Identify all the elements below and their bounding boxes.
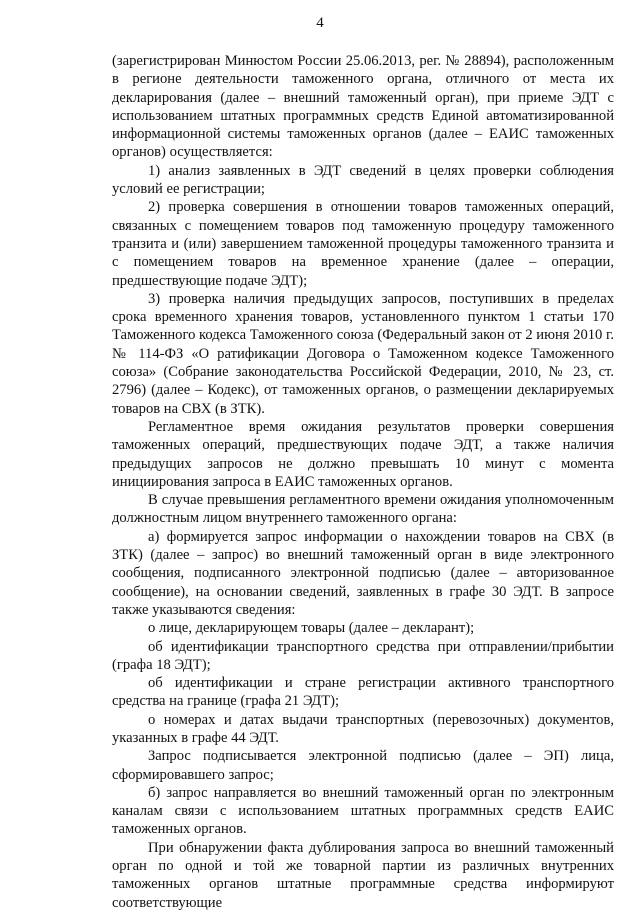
- paragraph: При обнаружении факта дублирования запроса во внешний таможенный орган по одной и той же товарной партии из различных внутренних таможенных органов штатные программные средства информируют соответствующие: [112, 839, 614, 911]
- paragraph: о номерах и датах выдачи транспортных (перевозочных) документов, указанных в графе 44 ЭДТ.: [112, 711, 614, 746]
- paragraph: б) запрос направляется во внешний таможенный орган по электронным каналам связи с использованием штатных программных средств ЕАИС таможенных органов.: [112, 784, 614, 838]
- paragraph: 1) анализ заявленных в ЭДТ сведений в целях проверки соблюдения условий ее регистрации;: [112, 162, 614, 198]
- paragraph: Запрос подписывается электронной подписью (далее – ЭП) лица, сформировавшего запрос;: [112, 748, 614, 783]
- paragraph: о лице, декларирующем товары (далее – декларант);: [148, 620, 475, 637]
- document-body: [112, 52, 614, 912]
- page-number: 4: [316, 15, 324, 31]
- paragraph: 3) проверка наличия предыдущих запросов, поступивших в пределах срока временного хранения товаров, установленного пунктом 1 статьи 170 Таможенного кодекса Таможенного союза (Федеральный закон от 2 июня 2010 г. № 114-ФЗ «О ратификации Договора о Таможенном кодексе Таможенного союза» (Собрание законодательства Российской Федерации, 2010, № 23, ст. 2796) (далее – Кодекс), от таможенных органов, о размещении декларируемых товаров на СВХ (в ЗТК).: [112, 290, 614, 417]
- paragraph: (зарегистрирован Минюстом России 25.06.2013, рег. № 28894), расположенным в регионе деятельности таможенного органа, отличного от места их декларирования (далее – внешний таможенный орган), при приеме ЭДТ с использованием штатных программных средств Единой автоматизированной информационной системы таможенных органов (далее – ЕАИС таможенных органов) осуществляется:: [112, 53, 614, 161]
- paragraph: об идентификации транспортного средства при отправлении/прибытии (графа 18 ЭДТ);: [112, 638, 614, 673]
- paragraph: В случае превышения регламентного времени ожидания уполномоченным должностным лицом внутреннего таможенного органа:: [112, 492, 614, 527]
- paragraph: а) формируется запрос информации о нахождении товаров на СВХ (в ЗТК) (далее – запрос) во внешний таможенный орган в виде электронного сообщения, подписанного электронной подписью (далее – авторизованное сообщение), на основании сведений, заявленных в графе 30 ЭДТ. В запросе также указываются сведения:: [112, 528, 614, 618]
- paragraph: Регламентное время ожидания результатов проверки совершения таможенных операций, предшествующих подаче ЭДТ, а также наличия предыдущих запросов не должно превышать 10 минут с момента инициирования запроса в ЕАИС таможенных органов.: [112, 418, 614, 490]
- paragraph: 2) проверка совершения в отношении товаров таможенных операций, связанных с помещением товаров под таможенную процедуру таможенного транзита и (или) завершением таможенной процедуры таможенного транзита и с помещением товаров на временное хранение (далее – операции, предшествующие подаче ЭДТ);: [112, 199, 614, 289]
- paragraph: об идентификации и стране регистрации активного транспортного средства на границе (графа 21 ЭДТ);: [112, 675, 614, 710]
